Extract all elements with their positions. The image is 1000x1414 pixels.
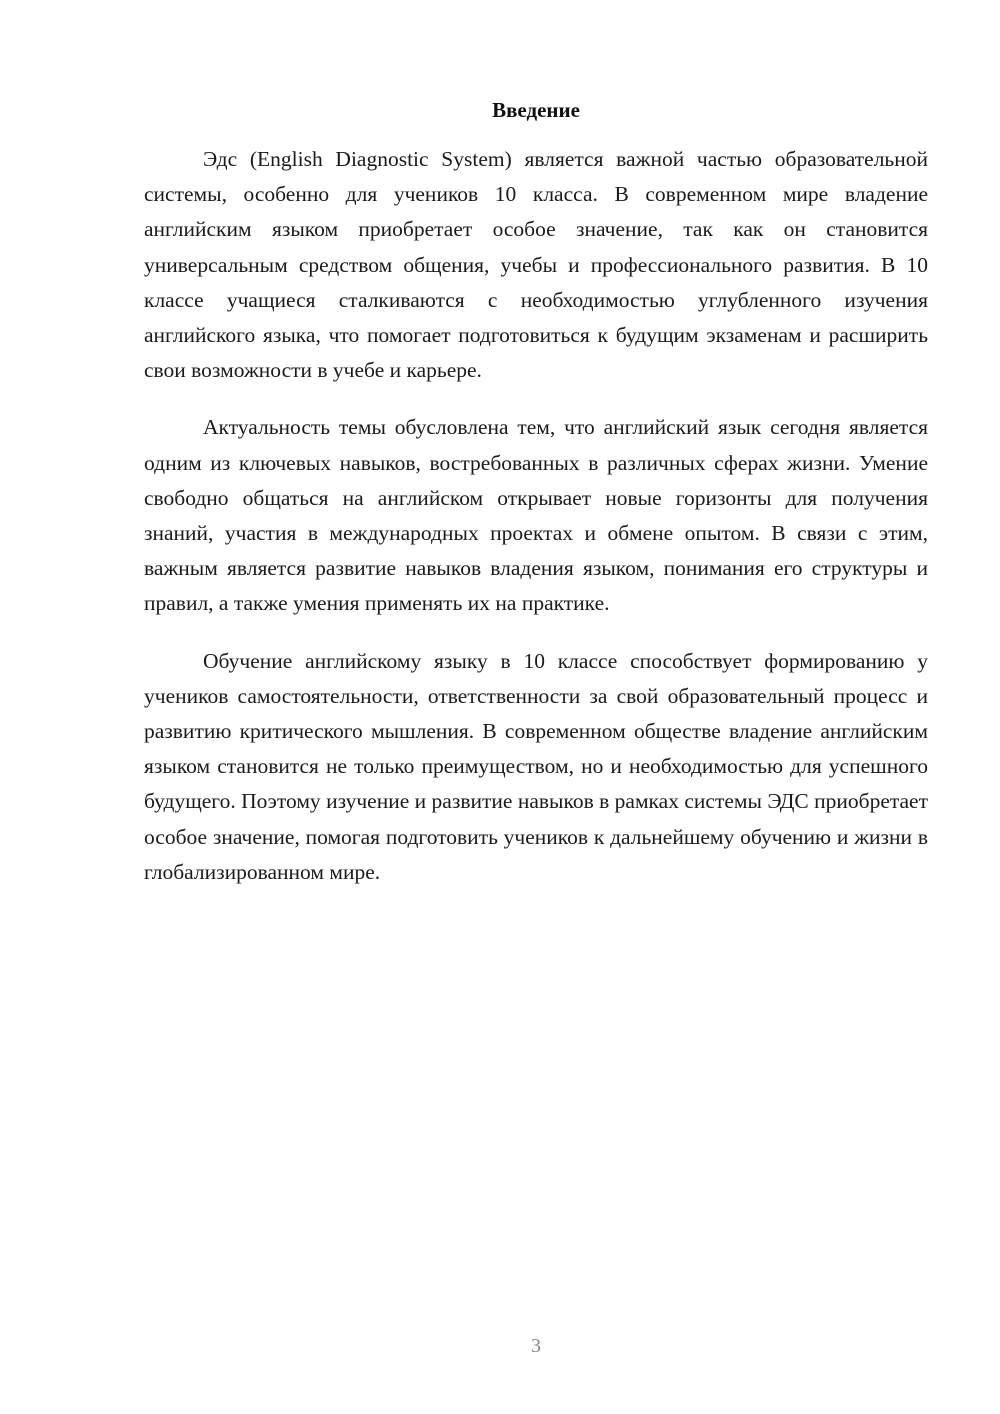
paragraph-intro: Эдс (English Diagnostic System) является важной частью образовательной системы, особенно для учеников 10 класса. В современном мире владение английским языком приобретает особое значение, так как он становится универсальным средством общения, учебы и профессионального развития. В 10 классе учащиеся сталкиваются с необходимостью углубленного изучения английского языка, что помогает подготовиться к будущим экзаменам и расширить свои возможности в учебе и карьере. [144, 147, 928, 383]
document-body [144, 142, 928, 890]
page-number: 3 [531, 1335, 541, 1357]
section-heading: Введение [492, 98, 580, 122]
paragraph-relevance: Актуальность темы обусловлена тем, что английский язык сегодня является одним из ключевых навыков, востребованных в различных сферах жизни. Умение свободно общаться на английском открывает новые горизонты для получения знаний, участия в международных проектах и обмене опытом. В связи с этим, важным является развитие навыков владения языком, понимания его структуры и правил, а также умения применять их на практике. [144, 415, 928, 616]
paragraph-learning: Обучение английскому языку в 10 классе способствует формированию у учеников самостоятельности, ответственности за свой образовательный процесс и развитию критического мышления. В современном обществе владение английским языком становится не только преимуществом, но и необходимостью для успешного будущего. Поэтому изучение и развитие навыков в рамках системы ЭДС приобретает особое значение, помогая подготовить учеников к дальнейшему обучению и жизни в глобализированном мире. [144, 648, 928, 884]
